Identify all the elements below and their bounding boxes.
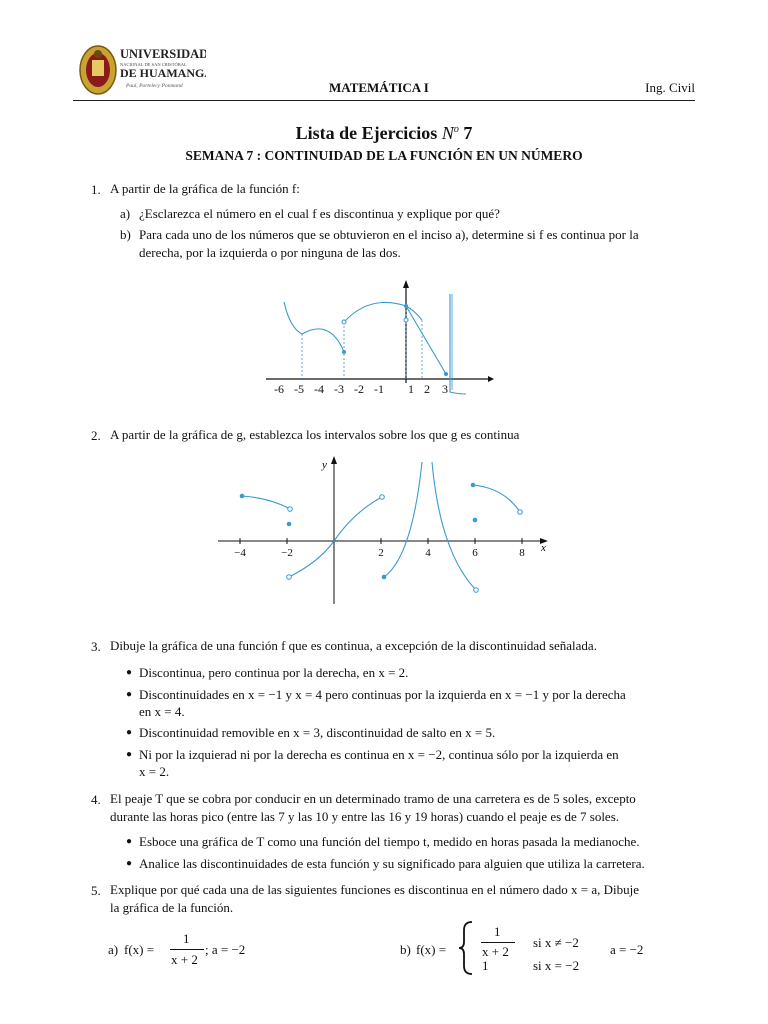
logo-line1: UNIVERSIDAD [120, 47, 206, 61]
ex4-b2: Analice las discontinuidades de esta función y su significado para alguien que utiliza la carretera. [139, 856, 645, 871]
ex5-a-numer: 1 [183, 931, 190, 946]
ex1-b-text-2: derecha, por la izquierda o por ninguna de las dos. [139, 245, 401, 260]
ex1-number: 1. [91, 182, 101, 197]
page-subtitle: SEMANA 7 : CONTINUIDAD DE LA FUNCIÓN EN UN NÚMERO [185, 148, 583, 163]
ex1-intro: A partir de la gráfica de la función f: [110, 181, 300, 196]
ex3-b2-2: en x = 4. [139, 704, 185, 719]
logo-line3: DE HUAMANGA [120, 66, 206, 80]
graph-g-curve [242, 462, 520, 590]
ex3-b2-1: Discontinuidades en x = −1 y x = 4 pero continuas por la izquierda en x = −1 y por la derecha [139, 687, 626, 702]
ex4-b1: Esboce una gráfica de T como una función del tiempo t, medido en horas pasada la medianoche. [139, 834, 640, 849]
graph-g [214, 452, 554, 612]
ex2-number: 2. [91, 428, 101, 443]
graph-f-ticks [274, 382, 448, 396]
ex5-b-case2-val: 1 [482, 958, 489, 973]
ex5-text-1: Explique por qué cada una de las siguientes funciones es discontinua en el número dado x = a, Dibuje [110, 882, 639, 897]
bullet-icon: ● [126, 689, 133, 700]
g1-tick-5: -1 [374, 382, 384, 396]
ex1-a-text: ¿Esclarezca el número en el cual f es discontinua y explique por qué? [139, 206, 500, 221]
ex5-b-case1-cond: si x ≠ −2 [533, 935, 579, 950]
ex3-b1: Discontinua, pero continua por la derecha, en x = 2. [139, 665, 409, 680]
ex3-intro: Dibuje la gráfica de una función f que es continua, a excepción de la discontinuidad señalada. [110, 638, 597, 653]
graph-f [260, 280, 500, 400]
bullet-icon: ● [126, 749, 133, 760]
bullet-icon: ● [126, 727, 133, 738]
ex1-b-text-1: Para cada uno de los números que se obtuvieron en el inciso a), determine si f es continua por la [139, 227, 639, 242]
g1-tick-4: -2 [354, 382, 364, 396]
g1-tick-1: -5 [294, 382, 304, 396]
g2-tick-2: 2 [378, 547, 384, 559]
graph-g-xlabel: x [541, 542, 546, 554]
ex3-b4-2: x = 2. [139, 764, 170, 779]
graph-f-points [342, 304, 448, 376]
ex5-b-label: b) [400, 942, 411, 957]
graph-g-y-arrow [331, 456, 337, 464]
page-title: Lista de Ejercicios $N^o$ 7 [295, 123, 473, 143]
ex4-text-2: durante las horas pico (entre las 7 y las 10 y entre las 16 y 19 horas) cuando el peaje es de 7 soles. [110, 809, 620, 824]
graph-g-ylabel: y [322, 459, 327, 471]
graph-g-ticks [234, 547, 525, 559]
graph-g-points [240, 483, 523, 593]
ex5-b-case1-denom: x + 2 [482, 944, 509, 959]
graph-f-guides [302, 306, 446, 379]
g1-tick-3: -3 [334, 382, 344, 396]
ex5-b-case1-numer: 1 [494, 924, 501, 939]
ex2-intro: A partir de la gráfica de g, establezca los intervalos sobre los que g es continua [110, 427, 520, 442]
ex4-text-1: El peaje T que se cobra por conducir en un determinado tramo de una carretera es de 5 soles, excepto [110, 791, 636, 806]
ex5-a-rest: ; a = −2 [205, 942, 246, 957]
ex5-a-label: a) [108, 942, 119, 957]
ex5-b-case2-cond: si x = −2 [533, 958, 580, 973]
ex4-number: 4. [91, 792, 101, 807]
ex5-text-2: la gráfica de la función. [110, 900, 234, 915]
university-logo [76, 40, 206, 100]
g1-tick-8: 3 [442, 382, 448, 396]
ex5-a-denom: x + 2 [171, 952, 198, 967]
g2-tick-4: 6 [472, 547, 478, 559]
ex3-number: 3. [91, 639, 101, 654]
ex5-number: 5. [91, 883, 101, 898]
ex1-a-label: a) [120, 206, 131, 221]
left-brace-icon [458, 920, 474, 976]
fraction-bar [170, 949, 204, 950]
bullet-icon: ● [126, 836, 133, 847]
ex5-b-lhs: f(x) = [416, 942, 447, 957]
ex5-b-rest: a = −2 [610, 942, 644, 957]
bullet-icon: ● [126, 667, 133, 678]
header-divider [73, 100, 695, 101]
g1-tick-2: -4 [314, 382, 324, 396]
ex3-b3: Discontinuidad removible en x = 3, discontinuidad de salto en x = 5. [139, 725, 496, 740]
ex1-b-label: b) [120, 227, 131, 242]
g1-tick-0: -6 [274, 382, 284, 396]
logo-line2: NACIONAL DE SAN CRISTÓBAL [120, 62, 187, 67]
career-label: Ing. Civil [645, 80, 695, 95]
exercise-sheet: UNIVERSIDAD NACIONAL DE SAN CRISTÓBAL DE HUAMANGA Paul, Portelecy Ponmand MATEMÁTICA I Ing. Civil Lista de Ejercicios $N^o$ 7 SEMANA 7 : CONTINUIDAD DE LA FUNCIÓN EN UN NÚMERO 1. A partir de la gráfica de la función f: a) ¿Esclarezca el número en el cual f es discontinua y explique por qué? b) Para cada uno de los números que se obtuvieron en el inciso a), determine si f es continua por la derecha, por la izquierda o por ninguna de las dos. -6 -5 -4 -3 -2 -1 1 2 3 2. A partir de la gráfica de g, establezca los intervalos sobre los que g es continua y x −4 −2 2 4 6 8 3. Dibuje la gráfica de una función f que es continua, a excepción de la discontinuidad señalada. ● Discontinua, pero continua por la derecha, en x = 2. ● Discontinuidades en x = −1 y x = 4 pero continuas por la izquierda en x = −1 y por la derecha en x = 4. ● Discontinuidad removible en x = 3, discontinuidad de salto en x = 5. ● Ni por la izquierad ni por la derecha es continua en x = −2, continua sólo por la izquierda en x = 2. 4. El peaje T que se cobra por conducir en un determinado tramo de una carretera es de 5 soles, excepto durante las horas pico (entre las 7 y las 10 y entre las 16 y 19 horas) cuando el peaje es de 7 soles. ● Esboce una gráfica de T como una función del tiempo t, medido en horas pasada la medianoche. ● Analice las discontinuidades de esta función y su significado para alguien que utiliza la carretera. 5. Explique por qué cada una de las siguientes funciones es discontinua en el número dado x = a, Dibuje la gráfica de la función. a) f(x) = 1 x + 2 ; a = −2 b) f(x) = 1 x + 2 si x ≠ −2 1 si x = −2 a = −2 [0, 0, 768, 1024]
graph-f-x-arrow [488, 376, 494, 382]
g1-tick-6: 1 [408, 382, 414, 396]
g2-tick-0: −4 [234, 547, 246, 559]
g1-tick-7: 2 [424, 382, 430, 396]
logo-motto: Paul, Portelecy Ponmand [126, 83, 183, 89]
bullet-icon: ● [126, 858, 133, 869]
g2-tick-5: 8 [519, 547, 525, 559]
crest-icon [76, 40, 206, 100]
ex3-b4-1: Ni por la izquierad ni por la derecha es continua en x = −2, continua sólo por la izquierda en [139, 747, 619, 762]
g2-tick-3: 4 [425, 547, 431, 559]
g2-tick-1: −2 [281, 547, 293, 559]
graph-f-y-arrow [403, 280, 409, 288]
ex5-a-lhs: f(x) = [124, 942, 155, 957]
